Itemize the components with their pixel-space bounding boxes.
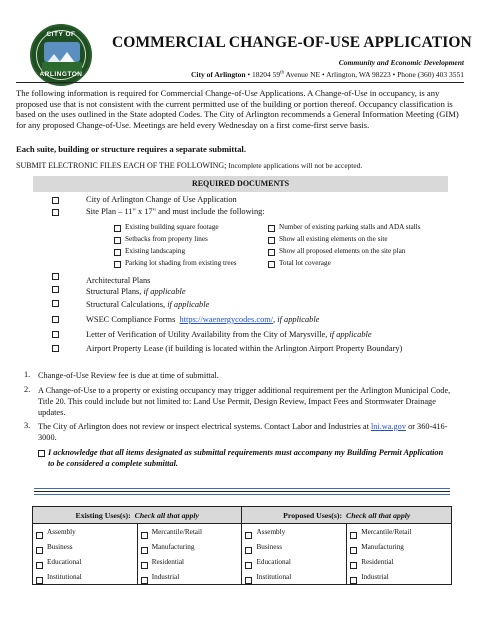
- intro-paragraph: The following information is required for Commercial Change-of-Use Applications. A Change-of-Use in occupancy, is any proposed use that is not consistent with the current permitted use of the building or portion thereof. Occupancy classification is based on the uses outlined in the State adopted Codes. The City of Arlington recommends a General Information Meeting (GIM) for any proposed Change-of-Use. Meetings are held every Wednesday on a first come-first serve basis.: [16, 88, 459, 130]
- wsec-text: WSEC Compliance Forms: [86, 315, 176, 324]
- wsec-link[interactable]: https://waenergycodes.com/: [179, 315, 274, 324]
- page-title: COMMERCIAL CHANGE-OF-USE APPLICATION: [112, 34, 472, 51]
- note-number: 1.: [24, 370, 31, 379]
- use-label: Mercantile/Retail: [151, 527, 202, 536]
- if-applicable-text: if applicable: [143, 287, 186, 296]
- site-left-label: Setbacks from property lines: [125, 235, 208, 243]
- street-name: Avenue NE: [285, 70, 321, 79]
- site-right-checkbox-1[interactable]: [268, 225, 275, 232]
- use-label: Business: [47, 542, 73, 551]
- city-logo: [30, 24, 92, 86]
- if-applicable-text: if applicable: [167, 300, 210, 309]
- site-left-checkbox-2[interactable]: [114, 237, 121, 244]
- uses-row: [33, 554, 452, 569]
- structural-plans-checkbox[interactable]: [52, 286, 59, 293]
- use-checkbox[interactable]: [350, 562, 357, 569]
- use-checkbox[interactable]: [36, 562, 43, 569]
- use-label: Educational: [256, 557, 291, 566]
- use-label: Industrial: [361, 572, 389, 581]
- logo-text-top: CITY OF: [46, 31, 76, 38]
- proposed-uses-hint: Check all that apply: [346, 510, 411, 520]
- acknowledge-text: I acknowledge that all items designated as submittal requirements must accompany my Building Permit Application to be considered a complete submittal.: [48, 448, 444, 468]
- use-checkbox[interactable]: [141, 562, 148, 569]
- site-left-label: Existing landscaping: [125, 247, 186, 255]
- structural-plans-label: [86, 287, 186, 296]
- use-label: Residential: [361, 557, 394, 566]
- use-label: Institutional: [47, 572, 82, 581]
- site-right-checkbox-3[interactable]: [268, 249, 275, 256]
- architectural-plans-checkbox[interactable]: [52, 273, 59, 280]
- site-left-checkbox-1[interactable]: [114, 225, 121, 232]
- use-checkbox[interactable]: [141, 532, 148, 539]
- wsec-label: WSEC Compliance Forms https://waenergycodes.com/, if applicable: [86, 315, 320, 324]
- wsec-checkbox[interactable]: [52, 316, 59, 323]
- use-checkbox[interactable]: [245, 532, 252, 539]
- use-checkbox[interactable]: [245, 577, 252, 584]
- proposed-uses-header: [242, 507, 452, 524]
- uses-header-row: [33, 507, 452, 524]
- note-text-b: or 360-416-3000.: [38, 422, 448, 442]
- uses-row: [33, 539, 452, 554]
- use-checkbox[interactable]: [245, 547, 252, 554]
- use-checkbox[interactable]: [245, 562, 252, 569]
- structural-calcs-label: [86, 300, 209, 309]
- site-right-label: Show all existing elements on the site: [279, 235, 388, 243]
- structural-calcs-text: Structural Calculations,: [86, 300, 166, 309]
- use-checkbox[interactable]: [36, 547, 43, 554]
- existing-uses-hint: Check all that apply: [134, 510, 199, 520]
- use-checkbox[interactable]: [350, 547, 357, 554]
- uses-row: [33, 524, 452, 540]
- lni-link[interactable]: lni.wa.gov: [370, 422, 406, 431]
- use-checkbox[interactable]: [350, 532, 357, 539]
- use-label: Manufacturing: [361, 542, 404, 551]
- department-name: Community and Economic Development: [338, 58, 464, 67]
- street-number: 18204 59: [252, 70, 281, 79]
- airport-lease-checkbox[interactable]: [52, 345, 59, 352]
- structural-plans-text: Structural Plans,: [86, 287, 142, 296]
- use-checkbox[interactable]: [141, 577, 148, 584]
- structural-calcs-checkbox[interactable]: [52, 300, 59, 307]
- utility-letter-checkbox[interactable]: [52, 331, 59, 338]
- note-text: Change-of-Use Review fee is due at time of submittal.: [38, 371, 219, 380]
- submit-note-extra: Incomplete applications will not be accepted.: [228, 161, 363, 170]
- use-checkbox[interactable]: [141, 547, 148, 554]
- site-right-label: Number of existing parking stalls and ADA stalls: [279, 223, 421, 231]
- suite-note: Each suite, building or structure requires a separate submittal.: [16, 144, 246, 154]
- acknowledge-checkbox[interactable]: [38, 450, 45, 457]
- note-number: 3.: [24, 421, 31, 430]
- site-plan-label: Site Plan – 11" x 17" and must include the following:: [86, 207, 265, 216]
- submit-note: [16, 161, 362, 170]
- note-text: [38, 421, 448, 443]
- site-left-checkbox-3[interactable]: [114, 249, 121, 256]
- existing-uses-header: [33, 507, 242, 524]
- city-name: City of Arlington: [191, 70, 246, 79]
- note-text: A Change-of-Use to a property or existing occupancy may trigger additional requirement per the Arlington Municipal Code, Title 20. This could include but not limited to: Land Use Permit, Design Review, Impact Fees and Stormwater Drainage updates.: [38, 386, 451, 417]
- change-of-use-checkbox[interactable]: [52, 197, 59, 204]
- uses-table: [32, 506, 452, 585]
- use-label: Business: [256, 542, 283, 551]
- divider-black: [34, 491, 450, 492]
- site-plan-checkbox[interactable]: [52, 209, 59, 216]
- note-text-a: The City of Arlington does not review or inspect electrical systems. Contact Labor and Industries at: [38, 422, 369, 431]
- use-label: Industrial: [151, 572, 180, 581]
- bullet: •: [247, 70, 251, 79]
- site-right-label: Total lot coverage: [279, 259, 331, 267]
- site-right-label: Show all proposed elements on the site plan: [279, 247, 406, 255]
- submit-note-main: SUBMIT ELECTRONIC FILES EACH OF THE FOLLOWING;: [16, 161, 227, 170]
- divider-blue: [34, 488, 450, 489]
- proposed-uses-label: Proposed Uses(s):: [283, 510, 343, 520]
- existing-uses-label: Existing Uses(s):: [75, 510, 131, 520]
- use-checkbox[interactable]: [350, 577, 357, 584]
- address-line: [191, 70, 464, 79]
- uses-row: [33, 569, 452, 585]
- site-right-checkbox-4[interactable]: [268, 261, 275, 268]
- use-label: Manufacturing: [151, 542, 195, 551]
- site-left-label: Parking lot shading from existing trees: [125, 259, 237, 267]
- if-applicable-text: if applicable: [277, 315, 320, 324]
- site-right-checkbox-2[interactable]: [268, 237, 275, 244]
- use-label: Residential: [151, 557, 185, 566]
- architectural-plans-label: Architectural Plans: [86, 276, 151, 285]
- street-suffix: th: [280, 70, 285, 76]
- change-of-use-label: City of Arlington Change of Use Application: [86, 195, 237, 204]
- note-number: 2.: [24, 385, 31, 394]
- required-documents-header: REQUIRED DOCUMENTS: [33, 176, 448, 192]
- use-label: Institutional: [256, 572, 292, 581]
- header-divider: [16, 82, 464, 83]
- site-left-checkbox-4[interactable]: [114, 261, 121, 268]
- airport-lease-label: Airport Property Lease (if building is located within the Arlington Airport Property Boundary): [86, 344, 403, 353]
- site-left-label: Existing building square footage: [125, 223, 219, 231]
- use-checkbox[interactable]: [36, 577, 43, 584]
- use-label: Assembly: [47, 527, 76, 536]
- utility-text: Letter of Verification of Utility Availability from the City of Marysville,: [86, 330, 328, 339]
- logo-text-bottom: ARLINGTON: [39, 71, 83, 78]
- use-label: Mercantile/Retail: [361, 527, 412, 536]
- divider-blue: [34, 494, 450, 495]
- if-applicable-text: if applicable: [329, 330, 372, 339]
- address-rest: • Arlington, WA 98223 • Phone (360) 403 3551: [322, 70, 464, 79]
- use-label: Assembly: [256, 527, 286, 536]
- utility-letter-label: [86, 330, 372, 339]
- use-label: Educational: [47, 557, 82, 566]
- use-checkbox[interactable]: [36, 532, 43, 539]
